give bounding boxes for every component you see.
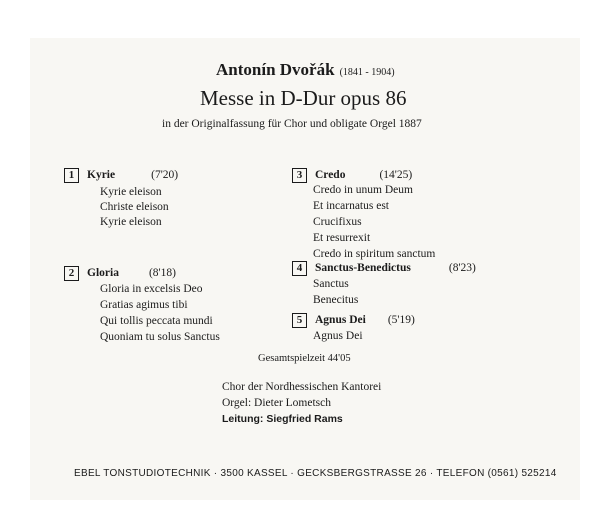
text-line: Et incarnatus est	[313, 200, 390, 212]
conductor-credit: Leitung: Siegfried Rams	[222, 413, 343, 425]
track-number: 3	[292, 168, 307, 183]
text-line: Sanctus	[313, 278, 349, 290]
text-line: Kyrie eleison	[100, 216, 162, 228]
movement-heading	[292, 168, 412, 183]
total-duration: Gesamtspielzeit 44'05	[258, 353, 351, 364]
movement-name: Credo	[315, 169, 346, 181]
text-line: Kyrie eleison	[100, 186, 162, 198]
text-line: Crucifixus	[313, 216, 362, 228]
track-number: 4	[292, 261, 307, 276]
choir-credit: Chor der Nordhessischen Kantorei	[222, 381, 382, 393]
text-line: Benecitus	[313, 294, 359, 306]
movement-duration: (14'25)	[379, 169, 413, 181]
movement-heading	[64, 266, 176, 281]
composer-name: Antonín Dvořák	[216, 60, 335, 79]
movement-name: Sanctus-Benedictus	[315, 262, 411, 274]
text-line: Credo in unum Deum	[313, 184, 413, 196]
movement-duration: (8'23)	[448, 262, 476, 274]
text-line: Agnus Dei	[313, 330, 363, 342]
movement-duration: (8'18)	[148, 267, 176, 279]
movement-heading	[292, 313, 415, 328]
movement-heading	[64, 168, 178, 183]
text-line: Gratias agimus tibi	[100, 299, 188, 311]
movement-duration: (5'19)	[387, 314, 415, 326]
text-line: Credo in spiritum sanctum	[313, 248, 436, 260]
movement-duration: (7'20)	[151, 169, 179, 181]
composer-years: (1841 - 1904)	[339, 67, 395, 78]
movement-name: Agnus Dei	[315, 314, 366, 326]
track-number: 5	[292, 313, 307, 328]
movement-heading	[292, 261, 476, 276]
work-title: Messe in D-Dur opus 86	[200, 86, 407, 110]
track-number: 2	[64, 266, 79, 281]
text-line: Gloria in excelsis Deo	[100, 283, 203, 295]
text-line: Quoniam tu solus Sanctus	[100, 331, 220, 343]
text-line: Christe eleison	[100, 201, 169, 213]
movement-name: Gloria	[87, 267, 119, 279]
text-line: Et resurrexit	[313, 232, 371, 244]
track-number: 1	[64, 168, 79, 183]
movement-name: Kyrie	[87, 169, 116, 181]
composer-heading	[216, 60, 395, 80]
text-line: Qui tollis peccata mundi	[100, 315, 213, 327]
organ-credit: Orgel: Dieter Lometsch	[222, 397, 332, 409]
publisher-footer: EBEL TONSTUDIOTECHNIK · 3500 KASSEL · GECKSBERGSTRASSE 26 · TELEFON (0561) 525214	[74, 468, 557, 479]
work-subtitle: in der Originalfassung für Chor und obligate Orgel 1887	[162, 118, 422, 130]
